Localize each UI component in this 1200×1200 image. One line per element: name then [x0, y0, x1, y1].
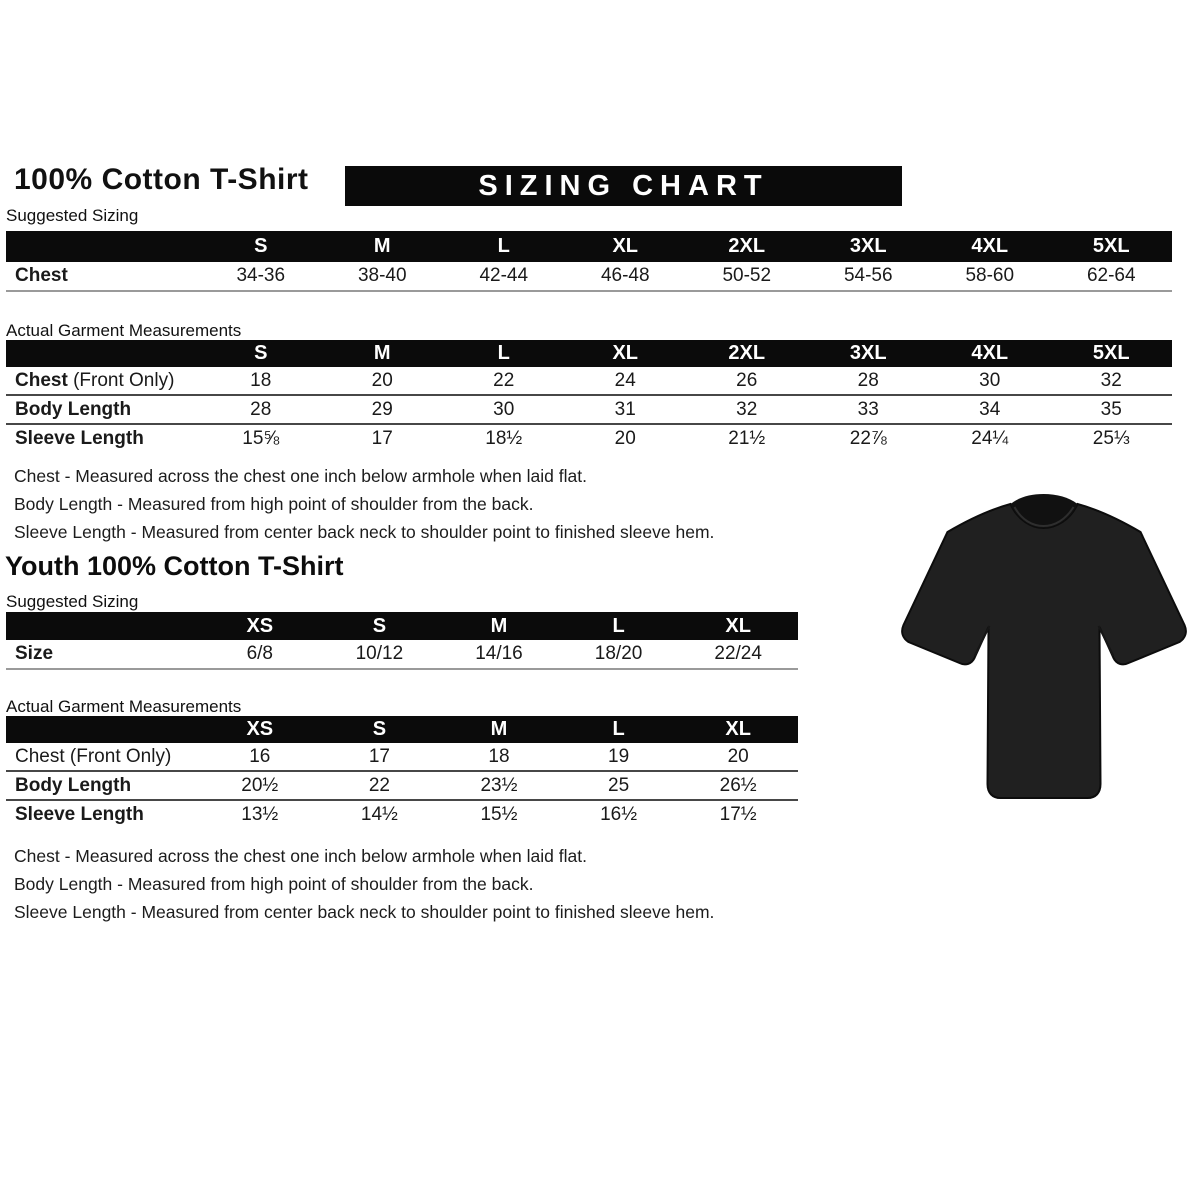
- size-column-header: L: [612, 614, 625, 637]
- size-value-cell: 18: [488, 745, 510, 767]
- row-label: Size: [15, 643, 54, 664]
- size-value-cell: 28: [250, 398, 272, 420]
- size-value-cell: 17: [371, 427, 393, 449]
- size-value-cell: 33: [857, 398, 879, 420]
- size-value-cell: 20: [727, 745, 749, 767]
- size-value-cell: 17½: [719, 803, 757, 825]
- size-column-header: 5XL: [1092, 342, 1130, 364]
- size-value-cell: 15⅝: [242, 427, 280, 449]
- row-label: Sleeve Length: [15, 427, 144, 449]
- youth-actual-table: [6, 716, 798, 828]
- row-label: Sleeve Length: [15, 803, 144, 825]
- sleeve-length-row: [6, 801, 798, 828]
- size-column-header: XL: [725, 614, 751, 637]
- size-column-header: 2XL: [728, 342, 766, 364]
- size-value-cell: 28: [857, 369, 879, 391]
- size-column-header: M: [373, 342, 391, 364]
- adult-measurement-notes: [14, 462, 714, 546]
- size-value-cell: 14½: [360, 803, 398, 825]
- size-value-cell: 16½: [600, 803, 638, 825]
- size-column-header: L: [612, 718, 625, 740]
- size-value-cell: 20: [371, 369, 393, 391]
- size-value-cell: 54-56: [843, 265, 893, 286]
- size-column-header: S: [254, 342, 268, 364]
- size-column-header: XL: [612, 235, 639, 257]
- size-column-header: L: [497, 235, 510, 257]
- size-column-header: S: [254, 235, 268, 257]
- note-body-length: Body Length - Measured from high point of shoulder from the back.: [14, 874, 534, 894]
- youth-suggested-header-row: [6, 612, 798, 640]
- row-label: Chest (Front Only): [15, 369, 175, 391]
- size-value-cell: 30: [979, 369, 1001, 391]
- chest-row: [6, 743, 798, 772]
- size-column-header: M: [490, 614, 508, 637]
- size-value-cell: 34-36: [236, 265, 286, 286]
- size-column-header: S: [372, 614, 387, 637]
- adult-suggested-header-row: [6, 231, 1172, 262]
- youth-suggested-table: [6, 612, 798, 670]
- body-length-row: [6, 772, 798, 801]
- size-value-cell: 31: [614, 398, 636, 420]
- size-value-cell: 25: [608, 774, 630, 796]
- size-value-cell: 34: [979, 398, 1001, 420]
- size-value-cell: 10/12: [355, 643, 404, 664]
- size-value-cell: 62-64: [1086, 265, 1136, 286]
- size-value-cell: 38-40: [357, 265, 407, 286]
- suggested-sizing-label: Suggested Sizing: [6, 206, 139, 225]
- actual-measurements-label: Actual Garment Measurements: [6, 697, 242, 716]
- size-value-cell: 6/8: [246, 643, 273, 664]
- size-value-cell: 24¼: [971, 427, 1009, 449]
- youth-actual-header-row: [6, 716, 798, 743]
- size-column-header: XS: [246, 614, 274, 637]
- size-value-cell: 26: [736, 369, 758, 391]
- note-body-length: Body Length - Measured from high point of shoulder from the back.: [14, 494, 534, 514]
- tshirt-graphic: [890, 478, 1195, 818]
- actual-measurements-label: Actual Garment Measurements: [6, 321, 242, 340]
- size-column-header: 5XL: [1092, 235, 1130, 257]
- size-value-cell: 22⅞: [849, 427, 887, 449]
- size-column-header: 4XL: [971, 235, 1009, 257]
- size-value-cell: 24: [614, 369, 636, 391]
- body-length-row: [6, 396, 1172, 425]
- size-value-cell: 30: [493, 398, 515, 420]
- size-value-cell: 20½: [241, 774, 279, 796]
- size-value-cell: 16: [249, 745, 271, 767]
- size-value-cell: 50-52: [722, 265, 772, 286]
- size-column-header: 4XL: [971, 342, 1009, 364]
- row-label: Chest (Front Only): [15, 745, 172, 767]
- row-label: Chest: [15, 265, 68, 286]
- black-tshirt-image: [890, 478, 1195, 818]
- size-column-header: M: [490, 718, 508, 740]
- size-value-cell: 19: [608, 745, 630, 767]
- adult-actual-table: [6, 340, 1172, 452]
- size-value-cell: 14/16: [475, 643, 523, 664]
- tshirt-body: [902, 504, 1186, 798]
- size-column-header: 3XL: [849, 235, 887, 257]
- size-column-header: S: [372, 718, 387, 740]
- size-value-cell: 18: [250, 369, 272, 391]
- size-value-cell: 32: [1100, 369, 1122, 391]
- size-value-cell: 22: [368, 774, 390, 796]
- size-value-cell: 25⅓: [1092, 427, 1130, 449]
- size-column-header: L: [497, 342, 510, 364]
- size-column-header: XS: [246, 718, 274, 740]
- size-column-header: M: [373, 235, 391, 257]
- size-value-cell: 29: [371, 398, 393, 420]
- size-value-cell: 17: [368, 745, 390, 767]
- youth-size-row: [6, 640, 798, 670]
- adult-suggested-table: [6, 231, 1172, 292]
- sizing-chart-banner: SIZING CHART: [345, 166, 902, 206]
- note-chest: Chest - Measured across the chest one inch below armhole when laid flat.: [14, 466, 587, 486]
- row-label: Body Length: [15, 774, 132, 796]
- size-column-header: 3XL: [849, 342, 887, 364]
- size-value-cell: 46-48: [600, 265, 650, 286]
- size-value-cell: 22: [493, 369, 515, 391]
- size-value-cell: 18½: [485, 427, 523, 449]
- size-value-cell: 20: [614, 427, 636, 449]
- size-value-cell: 23½: [480, 774, 518, 796]
- adult-actual-header-row: [6, 340, 1172, 367]
- youth-title: Youth 100% Cotton T-Shirt: [5, 551, 344, 581]
- note-sleeve-length: Sleeve Length - Measured from center back neck to shoulder point to finished sleeve hem.: [14, 522, 715, 542]
- page-title: 100% Cotton T-Shirt: [14, 163, 309, 196]
- chest-row: [6, 367, 1172, 396]
- size-column-header: 2XL: [728, 235, 766, 257]
- size-value-cell: 22/24: [714, 643, 762, 664]
- row-label: Body Length: [15, 398, 132, 420]
- size-value-cell: 58-60: [965, 265, 1015, 286]
- sleeve-length-row: [6, 425, 1172, 452]
- note-sleeve-length: Sleeve Length - Measured from center back neck to shoulder point to finished sleeve hem.: [14, 902, 715, 922]
- note-chest: Chest - Measured across the chest one inch below armhole when laid flat.: [14, 846, 587, 866]
- size-value-cell: 21½: [728, 427, 766, 449]
- size-column-header: XL: [612, 342, 639, 364]
- size-column-header: XL: [725, 718, 751, 740]
- size-value-cell: 15½: [480, 803, 518, 825]
- size-value-cell: 42-44: [479, 265, 529, 286]
- size-value-cell: 13½: [241, 803, 279, 825]
- youth-measurement-notes: [14, 842, 714, 926]
- chest-range-row: [6, 262, 1172, 292]
- size-value-cell: 18/20: [594, 643, 643, 664]
- suggested-sizing-label: Suggested Sizing: [6, 592, 139, 611]
- size-value-cell: 35: [1100, 398, 1122, 420]
- size-value-cell: 26½: [719, 774, 757, 796]
- size-value-cell: 32: [736, 398, 758, 420]
